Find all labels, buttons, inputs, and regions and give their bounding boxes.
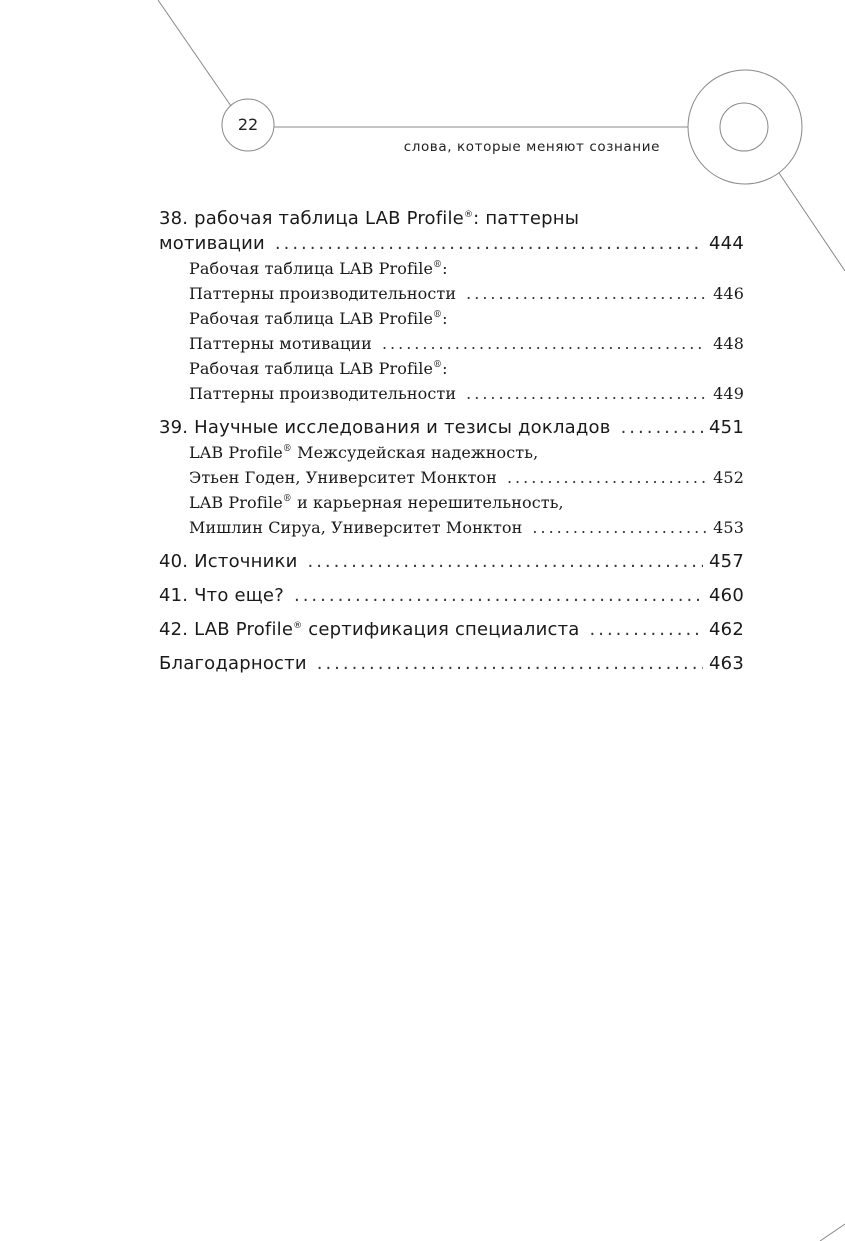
toc-entry-title-text: 39. Научные исследования и тезисы докладов <box>159 417 611 438</box>
leader-dots <box>621 415 703 440</box>
registered-mark: ® <box>463 210 474 220</box>
toc-entry-42[interactable] <box>159 617 744 642</box>
toc-page-number: 460 <box>709 585 744 606</box>
registered-mark: ® <box>282 494 292 504</box>
toc-subentry[interactable]: Рабочая таблица LAB Profile®: Паттерны производительности ..... 449 <box>159 356 744 406</box>
toc-entry-41[interactable] <box>159 583 744 608</box>
leader-dots <box>307 549 703 574</box>
toc-page-number: 462 <box>709 619 744 640</box>
toc-subentry[interactable]: LAB Profile® Межсудейская надежность, Этьен Годен, Университет Монктон ..... 452 <box>159 440 744 490</box>
diagonal-line-bottom <box>820 1224 845 1241</box>
leader-dots <box>507 465 707 490</box>
toc-entry-38[interactable] <box>159 206 744 406</box>
leader-dots <box>382 331 707 356</box>
toc-entry-39[interactable] <box>159 415 744 540</box>
toc-subentry[interactable]: Рабочая таблица LAB Profile®: Паттерны мотивации ..... 448 <box>159 306 744 356</box>
table-of-contents <box>159 206 744 676</box>
diagonal-line-right <box>779 173 845 271</box>
toc-entry-title-text: 42. LAB Profile® сертификация специалиста <box>159 619 580 640</box>
registered-mark: ® <box>282 444 292 454</box>
registered-mark: ® <box>293 621 303 631</box>
toc-page-number: 453 <box>713 518 744 537</box>
toc-entry-title-text: 40. Источники <box>159 551 298 572</box>
registered-mark: ® <box>433 360 443 370</box>
toc-page-number: 444 <box>709 233 744 254</box>
leader-dots <box>317 651 703 676</box>
running-header-title: слова, которые меняют сознание <box>403 139 660 155</box>
toc-page-number: 448 <box>713 334 744 353</box>
registered-mark: ® <box>433 260 443 270</box>
leader-dots <box>275 231 703 256</box>
diagonal-line-top <box>158 0 231 106</box>
leader-dots <box>294 583 703 608</box>
toc-entry-title-text: 38. рабочая таблица LAB Profile®: паттерны <box>159 208 580 229</box>
toc-subentry[interactable]: Рабочая таблица LAB Profile®: Паттерны производительности ..... 446 <box>159 256 744 306</box>
toc-entry-40[interactable] <box>159 549 744 574</box>
toc-page-number: 457 <box>709 551 744 572</box>
toc-entry-title-text: Благодарности <box>159 653 307 674</box>
toc-entry-title <box>159 206 744 231</box>
toc-entry-acknowledgements[interactable] <box>159 651 744 676</box>
toc-entry-title-text: 41. Что еще? <box>159 585 284 606</box>
page-number: 22 <box>237 115 259 134</box>
toc-page-number: 452 <box>713 468 744 487</box>
leader-dots <box>590 617 704 642</box>
toc-page-number: 449 <box>713 384 744 403</box>
leader-dots <box>532 515 707 540</box>
small-inner-circle <box>720 103 768 151</box>
toc-page-number: 463 <box>709 653 744 674</box>
toc-entry-title-cont: мотивации ..... 444 <box>159 231 744 256</box>
toc-subentry[interactable]: LAB Profile® и карьерная нерешительность, Мишлин Сируа, Университет Монктон ..... 453 <box>159 490 744 540</box>
toc-page-number: 451 <box>709 417 744 438</box>
toc-page-number: 446 <box>713 284 744 303</box>
large-outer-circle <box>688 70 802 184</box>
leader-dots <box>466 281 707 306</box>
registered-mark: ® <box>433 310 443 320</box>
leader-dots <box>466 381 707 406</box>
